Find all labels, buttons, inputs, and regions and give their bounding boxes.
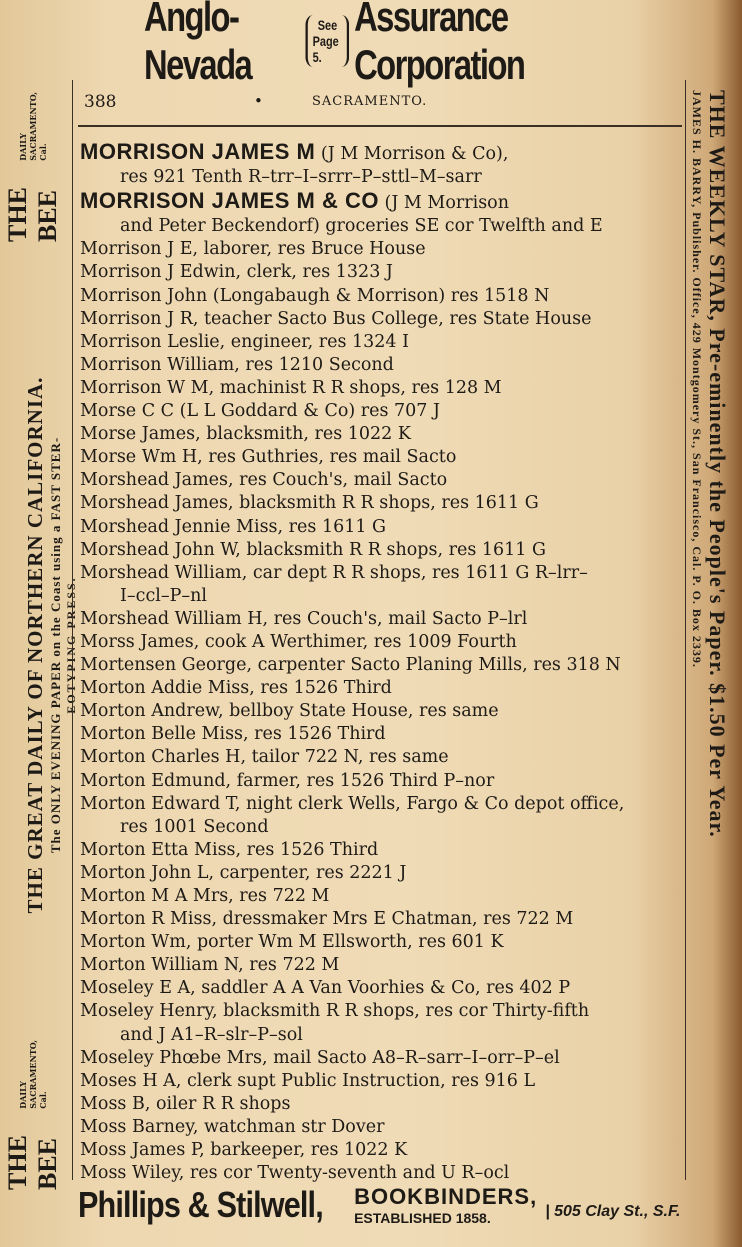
- top-advertisement-banner: [144, 0, 612, 88]
- directory-entry: [80, 469, 680, 492]
- directory-entry: [80, 261, 680, 284]
- directory-entry: [80, 400, 680, 423]
- directory-entry: [80, 189, 680, 238]
- entry-details: , res 1526 Third: [235, 839, 379, 860]
- bee-bottom-daily: DAILY: [18, 1081, 28, 1109]
- top-ad-left-text: Anglo-Nevada: [144, 0, 252, 88]
- entry-details: , res Couch's, mail Sacto P–lrl: [262, 608, 528, 629]
- bottom-advertisement-banner: [78, 1175, 688, 1235]
- entry-name: Morss James: [80, 631, 194, 652]
- entry-details: , engineer, res 1324 I: [219, 331, 410, 352]
- directory-entry: [80, 377, 680, 400]
- directory-entry: [80, 1070, 680, 1093]
- entry-name: Moss B: [80, 1093, 145, 1114]
- entry-details: , farmer, res 1526 Third P–nor: [225, 770, 495, 791]
- entry-details: (J M Morrison: [378, 193, 509, 214]
- entry-name: Morshead James: [80, 493, 229, 514]
- bee-top-daily: DAILY: [18, 133, 28, 161]
- directory-entry: [80, 908, 680, 931]
- entry-continuation: res 1001 Second: [120, 816, 269, 837]
- entry-details: , machinist R R shops, res 128 M: [208, 377, 502, 398]
- entry-name: Morshead John W: [80, 539, 236, 560]
- directory-entry: [80, 354, 680, 377]
- entry-details: , mail Sacto A8–R–sarr–I–orr–P–el: [261, 1047, 560, 1068]
- top-ad-right-text: Assurance Corporation: [354, 0, 525, 88]
- entry-details: , oiler R R shops: [144, 1093, 291, 1114]
- entry-details: , blacksmith R R shops, res 1611 G: [228, 493, 539, 514]
- entry-name: Morton William N: [80, 955, 239, 976]
- entry-details: , clerk supt Public Instruction, res 916 L: [175, 1070, 536, 1091]
- page-header: [78, 88, 678, 118]
- directory-entry: [80, 539, 680, 562]
- bee-logo-top: [3, 92, 62, 242]
- entry-details: (J M Morrison & Co),: [315, 144, 509, 164]
- left-ad-line3: EOTYPING PRESS.: [64, 576, 78, 714]
- entry-name: Morrison Leslie: [80, 331, 220, 352]
- entry-name: Moss Barney: [80, 1116, 193, 1137]
- entry-details: , res 1526 Third: [249, 678, 392, 699]
- entry-continuation: res 921 Tenth R–trr–I–srrr–P–sttl–M–sarr: [120, 167, 482, 188]
- directory-entry: [80, 516, 680, 539]
- entry-name: Morton Edmund: [80, 770, 226, 791]
- right-ad-line2: JAMES H. BARRY, Publisher. Office, 429 Montgomery St., San Francisco, Cal. P. O. Box 2339.: [690, 90, 705, 668]
- directory-entry: [80, 631, 680, 654]
- entry-name: Morse C C: [80, 401, 175, 422]
- entry-name: Morrison J R: [80, 308, 193, 329]
- directory-entry: [80, 954, 680, 977]
- entry-details: , barkeeper, res 1022 K: [199, 1140, 408, 1161]
- directory-entry: [80, 423, 680, 446]
- bottom-ad-established: ESTABLISHED 1858.: [354, 1210, 491, 1226]
- entry-details: , saddler A A Van Voorhies & Co, res 402 P: [190, 978, 571, 999]
- bottom-ad-address: | 505 Clay St., S.F.: [545, 1203, 681, 1220]
- left-ad-line1: THE GREAT DAILY OF NORTHERN CALIFORNIA.: [23, 376, 47, 914]
- directory-entry: [80, 308, 680, 331]
- entry-details: , tailor 722 N, res same: [240, 747, 449, 768]
- header-bullet: •: [254, 92, 263, 110]
- entry-name: Morton Etta Miss: [80, 839, 236, 860]
- directory-entry: [80, 608, 680, 631]
- entry-name: Morton Edward T: [80, 793, 235, 814]
- entry-name: Morton Andrew: [80, 701, 218, 722]
- entry-details: , res 1526 Third: [243, 724, 386, 745]
- directory-entry: [80, 862, 680, 885]
- directory-entry: [80, 1047, 680, 1070]
- entry-name: Moss James P: [80, 1140, 200, 1161]
- left-ad-line2: The ONLY EVENING PAPER on the Coast using a FAST STER-: [48, 436, 63, 854]
- entry-details: (Longabaugh & Morrison) res 1518 N: [207, 285, 550, 306]
- entry-name: Morton Wm: [80, 932, 186, 953]
- directory-entry: [80, 1093, 680, 1116]
- directory-entry: [80, 285, 680, 308]
- directory-entry: [80, 700, 680, 723]
- entry-name: Moss Wiley: [80, 1163, 179, 1184]
- directory-entry: [80, 793, 680, 839]
- entry-details: , res Guthries, res mail Sacto: [197, 447, 457, 468]
- entry-details: , car dept R R shops, res 1611 G R–lrr–: [241, 562, 588, 583]
- entry-details: , bellboy State House, res same: [217, 701, 499, 722]
- entry-details: , dressmaker Mrs E Chatman, res 722 M: [211, 909, 574, 930]
- entry-name: Morton John L: [80, 862, 209, 883]
- bee-top-title: THE BEE: [3, 187, 62, 242]
- entry-name: Mortensen George: [80, 655, 247, 676]
- entry-name: Morse James: [80, 424, 196, 445]
- entry-name: MORRISON JAMES M: [80, 140, 316, 164]
- bottom-ad-trade: BOOKBINDERS,: [354, 1184, 538, 1209]
- header-rule: [78, 125, 682, 127]
- entry-name: Morshead James: [80, 470, 229, 491]
- entry-name: Morrison J Edwin: [80, 262, 236, 283]
- entry-details: , res 722 M: [228, 886, 330, 906]
- entry-name: Morton Belle Miss: [80, 724, 244, 745]
- entry-name: Moseley Henry: [80, 1001, 213, 1022]
- entry-name: MORRISON JAMES M & CO: [80, 189, 379, 214]
- see-page-reference: [306, 15, 350, 67]
- entry-details: , res 1611 G: [277, 516, 387, 537]
- entry-details: , watchman str Dover: [192, 1116, 385, 1137]
- directory-entry: [80, 492, 680, 515]
- entry-details: , carpenter, res 2221 J: [208, 862, 407, 883]
- entry-details: , blacksmith R R shops, res cor Thirty-fifth: [212, 1001, 590, 1022]
- entry-name: Moseley E A: [80, 978, 191, 999]
- directory-entry: [80, 331, 680, 354]
- right-ad-text-block: [690, 90, 730, 1150]
- entry-details: , res cor Twenty-seventh and U R–ocl: [178, 1163, 510, 1184]
- directory-entry: [80, 931, 680, 954]
- entry-details: , res 722 M: [238, 955, 340, 976]
- directory-entry: [80, 770, 680, 793]
- bee-bottom-title: THE BEE: [3, 1135, 62, 1190]
- entry-name: Moseley Phœbe Mrs: [80, 1047, 262, 1068]
- bee-top-place: SACRAMENTO, Cal.: [28, 92, 48, 161]
- entry-name: Morshead Jennie Miss: [80, 516, 278, 537]
- directory-entry: [80, 746, 680, 769]
- right-ad-line1: THE WEEKLY STAR, Pre-eminently the People's Paper. $1.50 Per Year.: [705, 90, 731, 838]
- entry-name: Morton Charles H: [80, 747, 241, 768]
- directory-entry: [80, 654, 680, 677]
- entry-continuation: I–ccl–P–nl: [120, 585, 208, 606]
- right-margin-advertisement: [690, 90, 730, 1150]
- entry-details: , res 1210 Second: [234, 354, 394, 375]
- entry-name: Morton R Miss: [80, 909, 212, 930]
- entry-details: , porter Wm M Ellsworth, res 601 K: [185, 932, 504, 953]
- directory-entry: [80, 238, 680, 261]
- entry-name: Morton M A Mrs: [80, 886, 229, 906]
- directory-entry: [80, 1000, 680, 1046]
- entry-name: Morshead William: [80, 562, 242, 583]
- entry-details: , laborer, res Bruce House: [192, 239, 426, 260]
- bee-bottom-place: SACRAMENTO, Cal.: [28, 1040, 48, 1109]
- entry-name: Morton Addie Miss: [80, 678, 250, 699]
- entry-name: Morrison John: [80, 285, 208, 306]
- directory-entry: [80, 1139, 680, 1162]
- entry-details: , blacksmith R R shops, res 1611 G: [235, 539, 546, 560]
- directory-entry: [80, 977, 680, 1000]
- entry-name: Morrison J E: [80, 239, 193, 260]
- see-label: See: [317, 17, 338, 33]
- directory-listing: [80, 140, 680, 1185]
- bottom-ad-trade-block: [354, 1184, 537, 1226]
- directory-entry: [80, 446, 680, 469]
- see-page-label: Page 5.: [312, 33, 339, 65]
- entry-name: Morrison W M: [80, 377, 209, 398]
- entry-details: (L L Goddard & Co) res 707 J: [174, 401, 441, 422]
- entry-details: , clerk, res 1323 J: [235, 262, 393, 283]
- directory-entry: [80, 839, 680, 862]
- entry-details: , carpenter Sacto Planing Mills, res 318 N: [246, 655, 621, 676]
- entry-details: , cook A Werthimer, res 1009 Fourth: [193, 631, 517, 652]
- entry-details: , night clerk Wells, Fargo & Co depot office,: [234, 793, 625, 814]
- running-head-city: SACRAMENTO.: [312, 94, 428, 109]
- directory-entry: [80, 723, 680, 746]
- entry-name: Morrison William: [80, 354, 235, 375]
- page-number: 388: [84, 92, 117, 112]
- directory-entry: [80, 1116, 680, 1139]
- entry-details: , res Couch's, mail Sacto: [228, 470, 448, 491]
- directory-entry: [80, 140, 680, 189]
- bee-logo-bottom: [3, 1040, 62, 1190]
- entry-continuation: and J A1–R–slr–P–sol: [120, 1024, 303, 1045]
- entry-continuation: and Peter Beckendorf) groceries SE cor Twelfth and E: [120, 216, 603, 237]
- entry-name: Morshead William H: [80, 608, 263, 629]
- entry-name: Moses H A: [80, 1070, 176, 1091]
- bottom-ad-firm: Phillips & Stilwell,: [78, 1184, 323, 1225]
- directory-entry: [80, 677, 680, 700]
- directory-entry: [80, 562, 680, 608]
- entry-details: , teacher Sacto Bus College, res State House: [192, 308, 592, 329]
- entry-name: Morse Wm H: [80, 447, 198, 468]
- entry-details: , blacksmith, res 1022 K: [195, 424, 411, 445]
- directory-entry: [80, 885, 680, 908]
